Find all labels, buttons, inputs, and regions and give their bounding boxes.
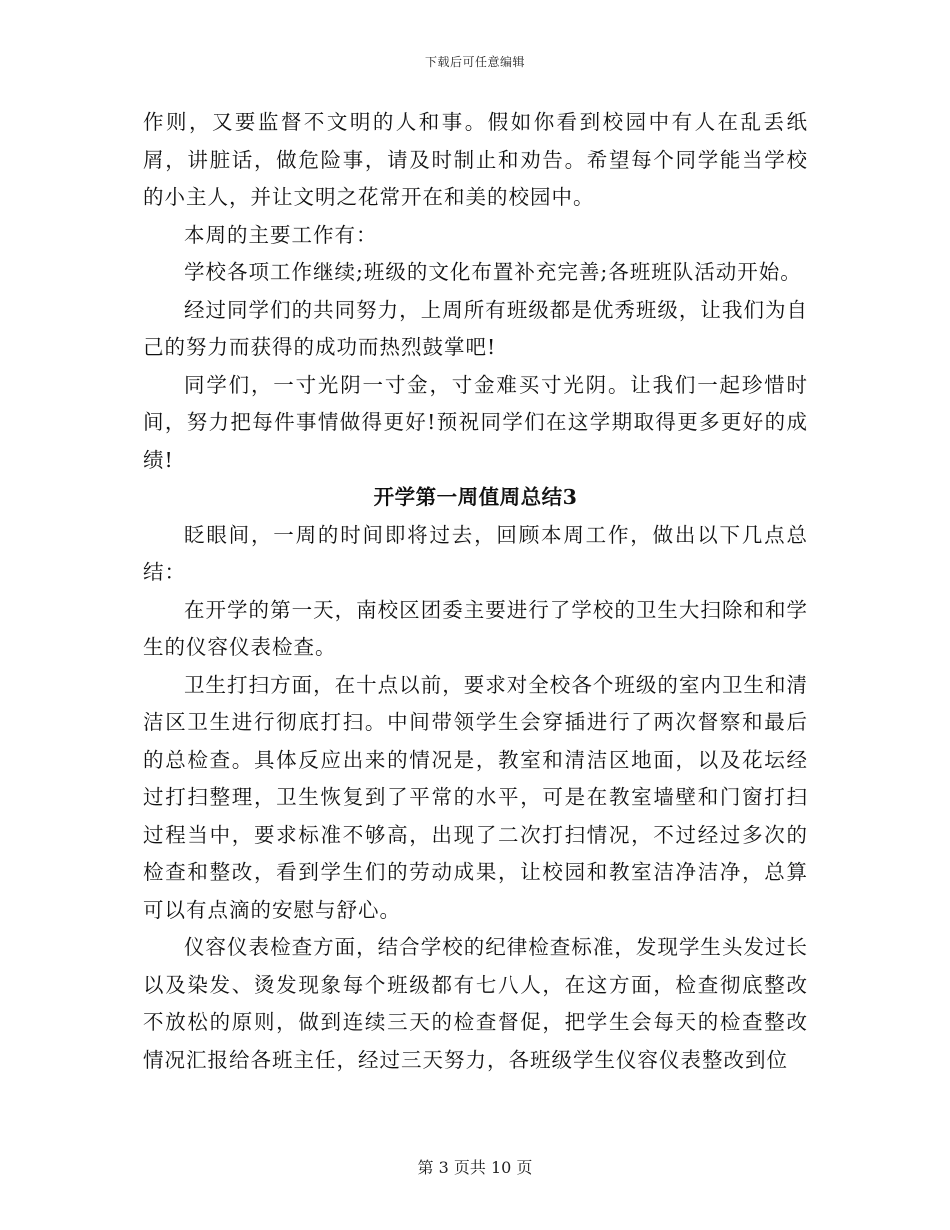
paragraph-excellent-classes: 经过同学们的共同努力，上周所有班级都是优秀班级，让我们为自己的努力而获得的成功而热烈鼓掌吧!: [143, 297, 808, 359]
document-body: [143, 104, 808, 1079]
section-title: 开学第一周值周总结3: [373, 485, 578, 509]
paragraph-appearance: 仪容仪表检查方面，结合学校的纪律检查标准，发现学生头发过长以及染发、烫发现象每个班级都有七八人，在这方面，检查彻底整改不放松的原则，做到连续三天的检查督促，把学生会每天的检查整改情况汇报给各班主任，经过三天努力，各班级学生仪容仪表整改到位: [143, 935, 808, 1072]
page-number: 第 3 页共 10 页: [417, 1158, 533, 1177]
paragraph-work-items: 学校各项工作继续;班级的文化布置补充完善;各班班队活动开始。: [184, 260, 802, 284]
paragraph-intro: 眨眼间，一周的时间即将过去，回顾本周工作，做出以下几点总结：: [143, 522, 808, 584]
paragraph-continuation: 作则，又要监督不文明的人和事。假如你看到校园中有人在乱丢纸屑，讲脏话，做危险事，请及时制止和劝告。希望每个同学能当学校的小主人，并让文明之花常开在和美的校园中。: [143, 110, 808, 209]
paragraph-first-day: 在开学的第一天，南校区团委主要进行了学校的卫生大扫除和和学生的仪容仪表检查。: [143, 597, 808, 659]
paragraph-hygiene: 卫生打扫方面，在十点以前，要求对全校各个班级的室内卫生和清洁区卫生进行彻底打扫。中间带领学生会穿插进行了两次督察和最后的总检查。具体反应出来的情况是，教室和清洁区地面，以及花坛经过打扫整理，卫生恢复到了平常的水平，可是在教室墙壁和门窗打扫过程当中，要求标准不够高，出现了二次打扫情况，不过经过多次的检查和整改，看到学生们的劳动成果，让校园和教室洁净洁净，总算可以有点滴的安慰与舒心。: [143, 672, 808, 922]
paragraph-closing: 同学们，一寸光阴一寸金，寸金难买寸光阴。让我们一起珍惜时间，努力把每件事情做得更好!预祝同学们在这学期取得更多更好的成绩!: [143, 372, 808, 472]
paragraph-work-heading: 本周的主要工作有：: [184, 222, 378, 247]
page-header: 下载后可任意编辑: [424, 55, 525, 69]
